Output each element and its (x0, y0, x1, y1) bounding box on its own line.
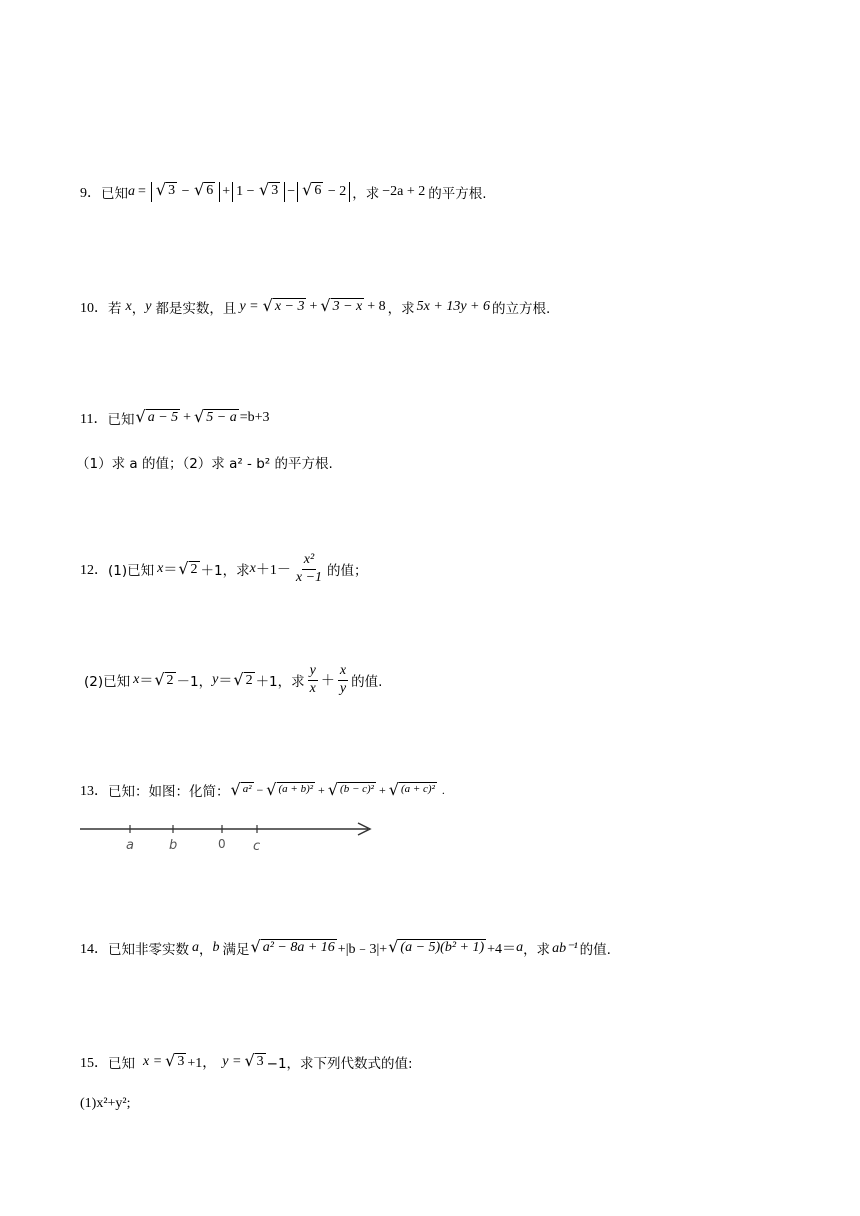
radical: √ 5 − a (194, 407, 237, 427)
question-number: 13． (80, 784, 108, 799)
fraction: $\frac{x}{y}$ (339, 663, 347, 696)
label-c: c (253, 839, 261, 854)
label-a: a (126, 838, 134, 853)
radical: √ (a + c)² (388, 780, 435, 799)
question-number: 12． (80, 563, 108, 579)
radical: √ 3 (165, 1051, 185, 1071)
radical: √ 3 (244, 1051, 264, 1071)
radical: √ 2 (154, 669, 174, 689)
label-0: 0 (218, 837, 226, 851)
radical: √ a² (230, 780, 252, 799)
question-12-part-2: (2)已知 x ＝ √ 2 －1， y ＝ √ 2 ＋1，求 $\frac{y}{x}$ ＋ $\frac{x}{y}$ 的值. (84, 663, 383, 696)
question-15-subpart-1: (1)x²+y²; (80, 1096, 131, 1111)
question-number: 10． (80, 301, 108, 316)
question-13: 13． 已知：如图：化简： √ a² − √ (a + b)² + √ (b − c)² + √ (a + c)² . (80, 780, 445, 800)
fraction: $\frac{y}{x}$ (309, 663, 316, 696)
radical: √ (a + b)² (266, 780, 314, 799)
radical: √ a² − 8a + 16 (250, 937, 335, 957)
radical: √ 2 (233, 669, 253, 689)
radical: √ a − 5 (135, 407, 179, 427)
question-9: 9． 已知 a = √ 3 − √ 6 + 1 − √ 3 − √ 6 − 2 ，求 −2a + 2 的平方根. (80, 180, 487, 202)
abs-expression: √ 3 − √ 6 (151, 182, 220, 201)
abs-expression: 1 − √ 3 (232, 182, 285, 201)
fraction: $\frac{\text{x²}}{x -1}$ (295, 552, 323, 585)
question-number: 9． (80, 186, 101, 201)
radical: √ 3 − x (320, 296, 363, 316)
question-11: 11． 已知 √ a − 5 + √ 5 − a =b+3 (80, 407, 270, 428)
question-number: 14． (80, 942, 108, 957)
radical: √ (b − c)² (327, 780, 374, 799)
abs-expression: √ 6 − 2 (297, 182, 350, 201)
label-b: b (169, 838, 178, 853)
question-12-part-1: 12． (1)已知 x ＝ √ 2 ＋1，求 x ＋1－ $\frac{\text{x²}}{x -1}$ 的值； (80, 552, 368, 585)
question-number: 15． (80, 1056, 108, 1071)
question-14: 14． 已知非零实数 a ， b 满足 √ a² − 8a + 16 +|b﹣3|+ √ (a − 5)(b² + 1) +4＝ a ，求 ab⁻¹ 的值. (80, 937, 611, 958)
question-11-subparts: （1）求 a 的值；（2）求 a² - b² 的平方根. (76, 456, 333, 472)
radical: √ (a − 5)(b² + 1) (388, 937, 485, 957)
radical: √ 2 (178, 558, 198, 578)
question-number: 11． (80, 412, 108, 427)
question-10: 10． 若 x ， y 都是实数，且 y = √ x − 3 + √ 3 − x + 8 ，求 5x + 13y + 6 的立方根. (80, 296, 551, 317)
radical: √ x − 3 (262, 296, 305, 316)
question-15: 15． 已知 x = √ 3 +1， y = √ 3 −1，求下列代数式的值: (80, 1051, 413, 1072)
number-line (80, 815, 380, 855)
